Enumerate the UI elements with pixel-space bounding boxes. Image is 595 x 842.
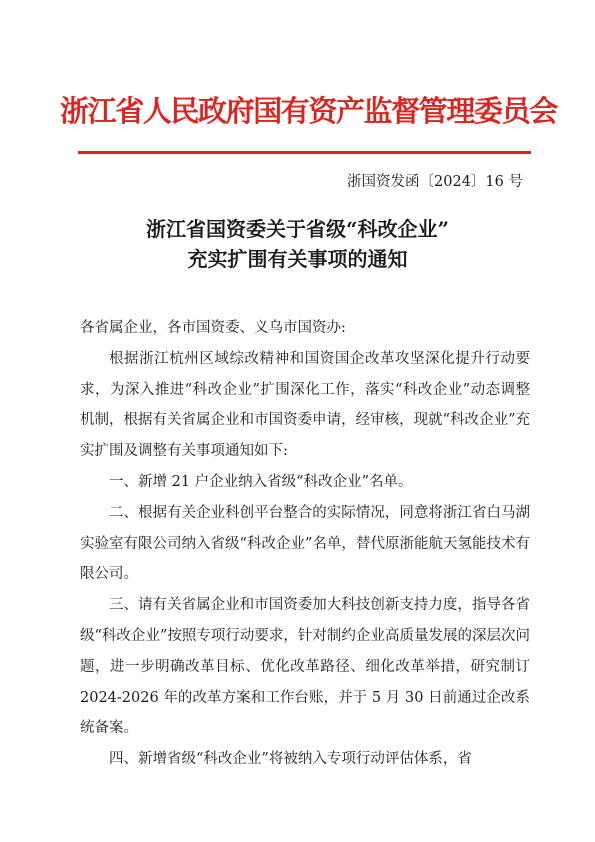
paragraph-item-1: 一、新增 21 户企业纳入省级“科改企业”名单。 [109,473,413,490]
paragraph-intro: 根据浙江杭州区域综改精神和国资国企改革攻坚深化提升行动要求，为深入推进“科改企业”扩围深化工作，落实“科改企业”动态调整机制，根据有关省属企业和市国资委申请，经审核，现就“科改企业”充实扩围及调整有关事项通知如下: [80,350,530,460]
title-line-1: 浙江省国资委关于省级“科改企业” [145,217,449,241]
paragraph-item-4: 四、新增省级“科改企业”将被纳入专项行动评估体系，省 [109,751,472,768]
salutation: 各省属企业，各市国资委、义乌市国资办: [80,320,346,336]
title-line-2: 充实扩围有关事项的通知 [187,247,408,271]
letterhead-org-name: 浙江省人民政府国有资产监督管理委员会 [60,94,557,128]
letterhead-red-rule [78,151,531,154]
paragraph-item-2: 二、根据有关企业科创平台整合的实际情况，同意将浙江省白马湖实验室有限公司纳入省级“科改企业”名单，替代原浙能航天氢能技术有限公司。 [80,504,530,583]
document-number: 浙国资发函〔2024〕16 号 [347,174,523,190]
document-body [80,313,530,775]
paragraph-item-3: 三、请有关省属企业和市国资委加大科技创新支持力度，指导各省级“科改企业”按照专项行动要求，针对制约企业高质量发展的深层次问题，进一步明确改革目标、优化改革路径、细化改革举措，研究制订 2024-2026 年的改革方案和工作台账，并于 5 月 30 日前通过企改系统备案。 [80,597,530,737]
